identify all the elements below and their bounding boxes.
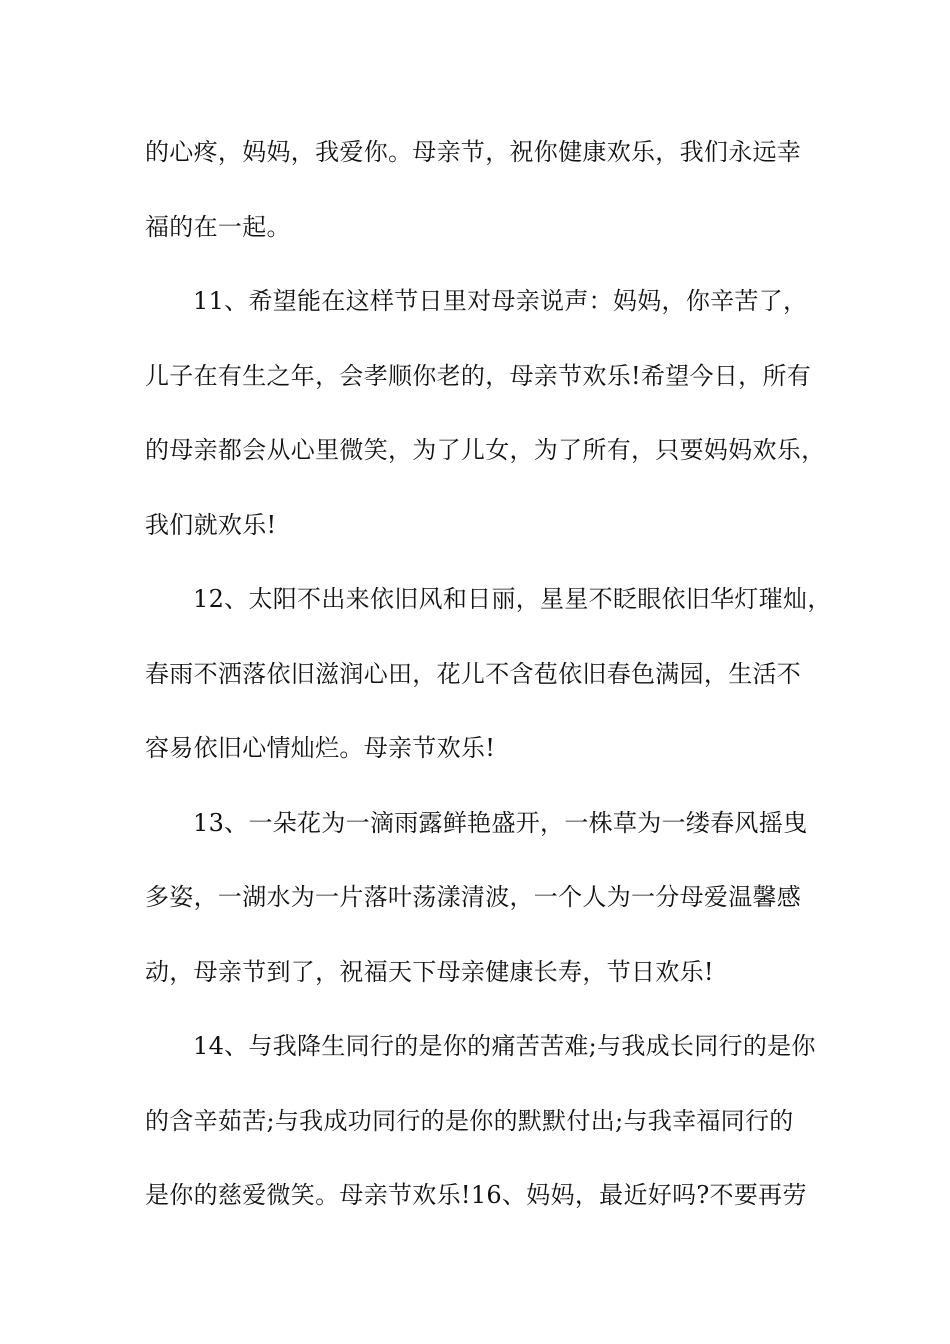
paragraph-13-line-2: 多姿，一湖水为一片落叶荡漾清波，一个人为一分母爱温馨感 — [145, 883, 802, 911]
paragraph-11-line-1: 11、希望能在这样节日里对母亲说声：妈妈，你辛苦了， — [193, 287, 808, 315]
paragraph-12-line-3: 容易依旧心情灿烂。母亲节欢乐! — [145, 734, 496, 762]
paragraph-11-line-3: 的母亲都会从心里微笑，为了儿女，为了所有，只要妈妈欢乐， — [145, 436, 826, 464]
paragraph-14-line-2: 的含辛茹苦;与我成功同行的是你的默默付出;与我幸福同行的 — [145, 1106, 794, 1135]
paragraph-11-line-2: 儿子在有生之年，会孝顺你老的，母亲节欢乐!希望今日，所有 — [145, 361, 812, 390]
paragraph-14-line-1: 14、与我降生同行的是你的痛苦苦难;与我成长同行的是你 — [193, 1032, 816, 1060]
paragraph-11-line-4: 我们就欢乐! — [145, 510, 277, 539]
paragraph-13-line-1: 13、一朵花为一滴雨露鲜艳盛开，一株草为一缕春风摇曳 — [193, 808, 808, 837]
paragraph-14-line-3: 是你的慈爱微笑。母亲节欢乐!16、妈妈，最近好吗?不要再劳 — [145, 1181, 807, 1209]
paragraph-13-line-3: 动，母亲节到了，祝福天下母亲健康长寿，节日欢乐! — [145, 957, 714, 986]
text-line-2: 福的在一起。 — [145, 212, 291, 241]
document-body — [145, 128, 835, 1246]
paragraph-12-line-1: 12、太阳不出来依旧风和日丽，星星不眨眼依旧华灯璀灿， — [193, 585, 832, 613]
text-line-1: 的心疼，妈妈，我爱你。母亲节，祝你健康欢乐，我们永远幸 — [145, 138, 802, 166]
paragraph-12-line-2: 春雨不洒落依旧滋润心田，花儿不含苞依旧春色满园，生活不 — [145, 659, 802, 688]
